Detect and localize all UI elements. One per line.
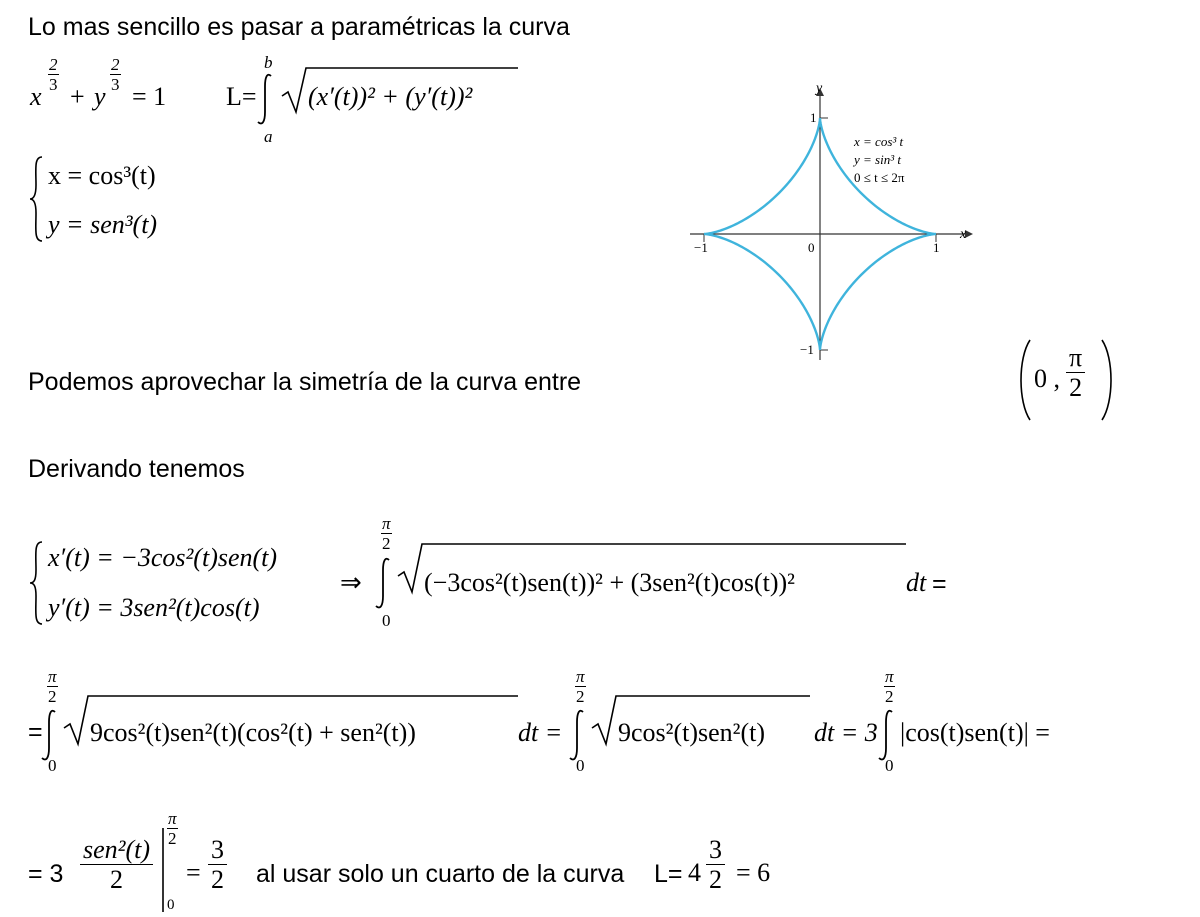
line2-i1-upper: $\frac{\pi}{2}$ <box>48 667 57 706</box>
integral-sign-2a <box>40 708 60 763</box>
interval-left: 0 , <box>1034 364 1060 393</box>
arc-lower: a <box>264 127 273 146</box>
integral-sign-2c <box>877 708 897 763</box>
symmetry-text: Podemos aprovechar la simetría de la curva entre <box>28 368 582 396</box>
legend-line-1: x = cos³ t <box>854 134 904 149</box>
line3-frac: $\frac{\text{sen²(t)}}{2}$ <box>78 836 155 894</box>
int1-body: (−3cos²(t)sen(t))² + (3sen²(t)cos(t))² <box>424 568 795 597</box>
line2-i1-body: 9cos²(t)sen²(t)(cos²(t) + sen²(t)) <box>90 718 416 747</box>
arc-L: L= <box>226 82 257 111</box>
line2-i2-dt: dt = 3 <box>814 718 878 747</box>
line3-L-result: = 6 <box>736 858 771 887</box>
arc-upper: b <box>264 53 273 72</box>
integral-sign-2b <box>568 708 588 763</box>
intro-text: Lo mas sencillo es pasar a paramétricas la curva <box>28 13 570 41</box>
tick-neg-y: −1 <box>800 342 814 357</box>
line2-lead: = <box>28 718 43 746</box>
exp-x: $\frac{2}{3}$ <box>49 55 58 94</box>
line3-result: $\frac{3}{2}$ <box>206 836 229 894</box>
interval-paren-right <box>1098 338 1116 422</box>
astroid-figure <box>680 80 980 370</box>
deriv-x: x′(t) = −3cos²(t)sen(t) <box>48 543 278 572</box>
int1-tail: = <box>932 570 947 598</box>
int1-upper: $\frac{\pi}{2}$ <box>382 514 391 553</box>
line2-i2-body: 9cos²(t)sen²(t) <box>618 718 765 747</box>
line2-i3-body: |cos(t)sen(t)| = <box>900 718 1050 747</box>
integral-sign-1 <box>374 556 394 611</box>
param-y: y = sen³(t) <box>48 210 158 239</box>
arc-body: (x′(t))² + (y′(t))² <box>308 82 473 111</box>
line3-text: al usar solo un cuarto de la curva <box>256 860 625 888</box>
deriving-text: Derivando tenemos <box>28 455 245 483</box>
line3-L-coef: 4 <box>688 858 701 887</box>
line3-lead: = 3 <box>28 860 64 888</box>
brace-derivs <box>28 540 46 626</box>
line2-i2-upper: $\frac{\pi}{2}$ <box>576 667 585 706</box>
x-axis-label: x <box>960 227 967 242</box>
int1-lower: 0 <box>382 611 391 630</box>
integral-sign-arc <box>256 72 276 127</box>
line2-i3-lower: 0 <box>885 756 894 775</box>
line2-i3-upper: $\frac{\pi}{2}$ <box>885 667 894 706</box>
eval-upper: $\frac{\pi}{2}$ <box>168 809 177 848</box>
param-x: x = cos³(t) <box>48 161 156 190</box>
line2-i2-lower: 0 <box>576 756 585 775</box>
tick-pos-x: 1 <box>933 240 940 255</box>
line3-eq: = <box>186 858 201 887</box>
exp-y: $\frac{2}{3}$ <box>111 55 120 94</box>
curve-equation: x <box>30 82 42 111</box>
plus-sign: + <box>70 82 85 111</box>
curve-y: y <box>94 82 106 111</box>
deriv-y: y′(t) = 3sen²(t)cos(t) <box>48 593 260 622</box>
line2-i1-dt: dt = <box>518 718 563 747</box>
line3-L: L= <box>654 860 683 888</box>
legend-line-3: 0 ≤ t ≤ 2π <box>854 170 905 185</box>
implies-arrow: ⇒ <box>340 568 362 597</box>
y-axis-label: y <box>816 81 823 96</box>
tick-pos-y: 1 <box>810 110 817 125</box>
line3-L-frac: $\frac{3}{2}$ <box>704 836 727 894</box>
tick-neg-x: −1 <box>694 240 708 255</box>
interval-frac: $\frac{\pi}{2}$ <box>1064 344 1087 402</box>
equals-one: = 1 <box>132 82 167 111</box>
eval-lower: 0 <box>167 897 175 913</box>
int1-dt: dt <box>906 568 927 597</box>
line2-i1-lower: 0 <box>48 756 57 775</box>
interval-paren-left <box>1016 338 1034 422</box>
origin-label: 0 <box>808 240 815 255</box>
legend-line-2: y = sin³ t <box>854 152 901 167</box>
brace-param <box>28 155 46 243</box>
